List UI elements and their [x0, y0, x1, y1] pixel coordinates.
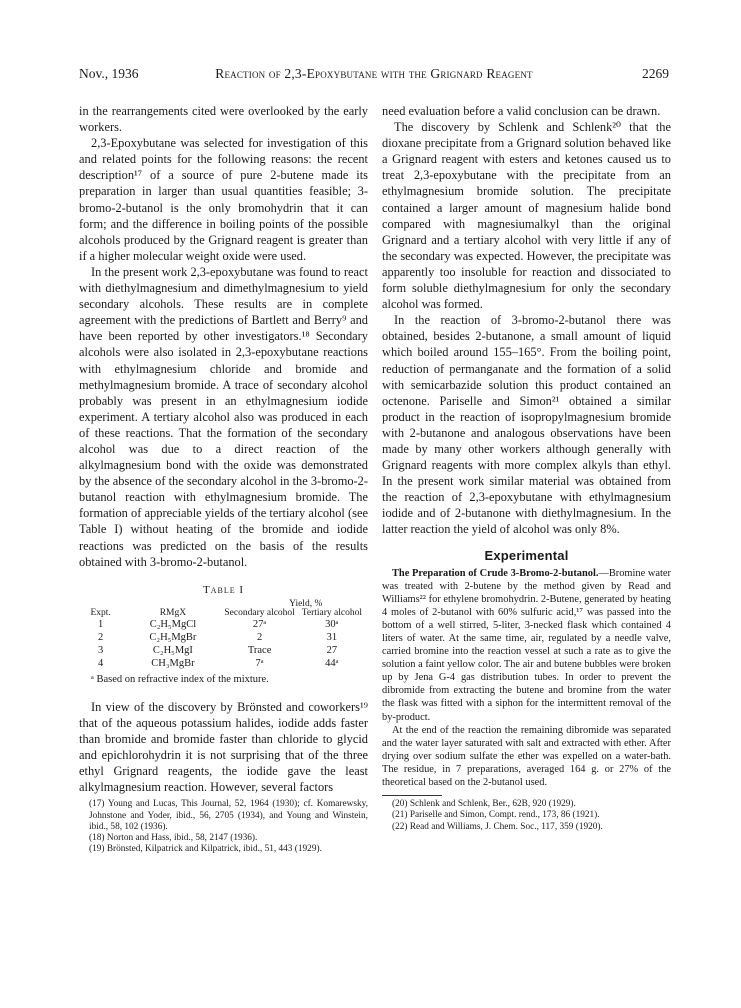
table-cell: 2: [98, 631, 104, 643]
footnote-rule: [382, 795, 442, 796]
paragraph: At the end of the reaction the remaining dibromide was separated and the water layer saturated with salt and extracted with ether. After drying over sodium sulfate the ether was expelled on a water-bath. The residue, in 7 preparations, averaged 164 g. or 27% of the theoretical based on the 2-butanol used.: [382, 724, 671, 789]
footnote: (21) Pariselle and Simon, Compt. rend., 173, 86 (1921).: [392, 810, 600, 821]
left-column: [79, 103, 368, 856]
paragraph: in the rearrangements cited were overlooked by the early workers.: [79, 104, 368, 135]
table-cell: 31: [326, 631, 338, 643]
table-cell: C₂H₅MgBr: [149, 631, 197, 643]
table-row: [79, 657, 368, 670]
paragraph: need evaluation before a valid conclusion can be drawn.: [382, 104, 661, 118]
table-footnote: ᵃ Based on refractive index of the mixture.: [91, 673, 269, 685]
table-cell: 27: [326, 644, 338, 656]
table-cell: 30ᵃ: [325, 618, 339, 630]
table-header: Expt.: [90, 607, 111, 618]
table-cell: CH₃MgBr: [151, 657, 195, 669]
table-row: [79, 644, 368, 657]
table-title: Table I: [202, 583, 245, 596]
paragraph: In the present work 2,3-epoxybutane was found to react with diethylmagnesium and dimethylmagnesium to yield secondary alcohols. These results are in complete agreement with the predictions of Bartlett and Berry⁹ and have been reported by other investigators.¹⁸ Secondary alcohols were also isolated in 2,3-epoxybutane reactions with ethylmagnesium chloride and bromide and methylmagnesium bromide. A trace of secondary alcohol probably was present in an ethylmagnesium iodide experiment. A tertiary alcohol also was produced in each of these reactions. That the formation of the secondary alcohol was due to a direct reaction of the alkylmagnesium bond with the oxide was demonstrated by the absence of the secondary alcohol in the 3-bromo-2-butanol reaction with ethylmagnesium bromide. The formation of appreciable yields of the tertiary alcohol (see Table I) without heating of the bromide and iodide reactions was predicted on the basis of the results obtained with 3-bromo-2-butanol.: [79, 264, 368, 569]
section-heading: Experimental: [484, 547, 569, 563]
paragraph: In the reaction of 3-bromo-2-butanol there was obtained, besides 2-butanone, a small amount of liquid which boiled around 155–165°. From the boiling point, reduction of permanganate and the formation of a solid with semicarbazide solution this product contained an octenone. Pariselle and Simon²¹ obtained a similar product in the reaction of isopropylmagnesium bromide with 2-butanone and analogous observations have been made by many other workers although generally with Grignard reagents with more complex alkyls than ethyl. In the present work similar material was obtained from the reaction of 2,3-epoxybutane with ethylmagnesium iodide and of 2-butanone with diethylmagnesium. In the latter reaction the yield of alcohol was only 8%.: [382, 313, 671, 537]
table-header: Secondary alcohol: [224, 607, 295, 618]
table-cell: 27ᵃ: [252, 618, 267, 630]
right-column: [382, 103, 671, 833]
table-cell: C₂H₅MgI: [152, 644, 193, 656]
header-title: Reaction of 2,3-Epoxybutane with the Grignard Reagent: [215, 66, 533, 81]
paragraph: The discovery by Schlenk and Schlenk²⁰ that the dioxane precipitate from a Grignard solution behaved like a Grignard reagent with esters and ketones caused us to treat 2,3-epoxybutane with the precipitate from an ethylmagnesium bromide solution. The precipitate contained a larger amount of magnesium halide bond compared with magnesiumalkyl than the original Grignard and a tertiary alcohol with very little if any of the secondary was expected. However, the precipitate was apparently too insoluble for reaction and dissociated to form soluble diethylmagnesium for only the secondary alcohol was formed.: [382, 120, 671, 312]
paragraph-text: —Bromine water was treated with 2-butene by the method given by Read and Williams²² for ethylene bromohydrin. 2-Butene, generated by heating 4 moles of 2-butanol with 60% sulfuric acid,¹⁷ was passed into the bottom of a well stirred, 5-liter, 3-necked flask which contained 4 liters of water. At the same time, air, regulated by a needle valve, carried bromine into the reaction vessel at such a rate as to give the solution a faint yellow color. The air and butene bubbles were broken up by Jena G-4 gas distribution tubes. In order to prevent the dibromide from extracting the butene and bromine from the water the flask was fitted with a siphon for the intermittent removal of the by-product.: [382, 567, 671, 723]
table-cell: Trace: [247, 644, 272, 656]
paragraph: 2,3-Epoxybutane was selected for investigation of this and related points for the following reasons: the recent description¹⁷ of a source of pure 2-butene made its preparation in larger than usual quantities feasible; 3-bromo-2-butanol is the only bromohydrin that it can form; and the difference in boiling points of the possible alcohols produced by the Grignard reagent is greater than if a higher molecular weight oxide were used.: [79, 136, 368, 263]
results-table: [79, 600, 368, 670]
table-cell: 1: [98, 618, 104, 630]
table-header: RMgX: [159, 607, 187, 618]
table-cell: 4: [98, 657, 104, 669]
table-row: [79, 631, 368, 644]
table-yield-header: Yield, %: [289, 598, 323, 609]
table-cell: 3: [98, 644, 104, 656]
page-number: 2269: [642, 66, 669, 81]
paragraph: In view of the discovery by Brönsted and coworkers¹⁹ that of the aqueous potassium halides, iodide adds faster than bromide and bromide faster than chloride to glycid and epichlorohydrin it is not surprising that of the three ethyl Grignard reagents, the iodide gave the least alkylmagnesium reaction. However, several factors: [79, 699, 368, 795]
table-cell: 44ᵃ: [325, 657, 339, 669]
table-cell: 2: [256, 631, 263, 643]
table-cell: 7ᵃ: [255, 657, 264, 669]
footnote: (20) Schlenk and Schlenk, Ber., 62B, 920 (1929).: [392, 799, 576, 810]
header-date: Nov., 1936: [79, 66, 139, 81]
running-header: [79, 66, 669, 82]
table-header: Tertiary alcohol: [301, 607, 362, 618]
subsection-title: The Preparation of Crude 3-Bromo-2-butanol.: [392, 567, 599, 579]
footnote: (19) Brönsted, Kilpatrick and Kilpatrick, ibid., 51, 443 (1929).: [89, 844, 322, 855]
footnote: (22) Read and Williams, J. Chem. Soc., 117, 359 (1920).: [392, 821, 603, 832]
footnote: (17) Young and Lucas, This Journal, 52, 1964 (1930); cf. Komarewsky, Johnstone and Yoder, ibid., 56, 2705 (1934), and Young and Winstein, ibid., 58, 102 (1936).: [89, 799, 368, 832]
table-row: [79, 618, 368, 631]
footnote: (18) Norton and Hass, ibid., 58, 2147 (1936).: [89, 833, 258, 844]
table-cell: C₂H₅MgCl: [149, 618, 197, 630]
paragraph: [382, 567, 671, 724]
